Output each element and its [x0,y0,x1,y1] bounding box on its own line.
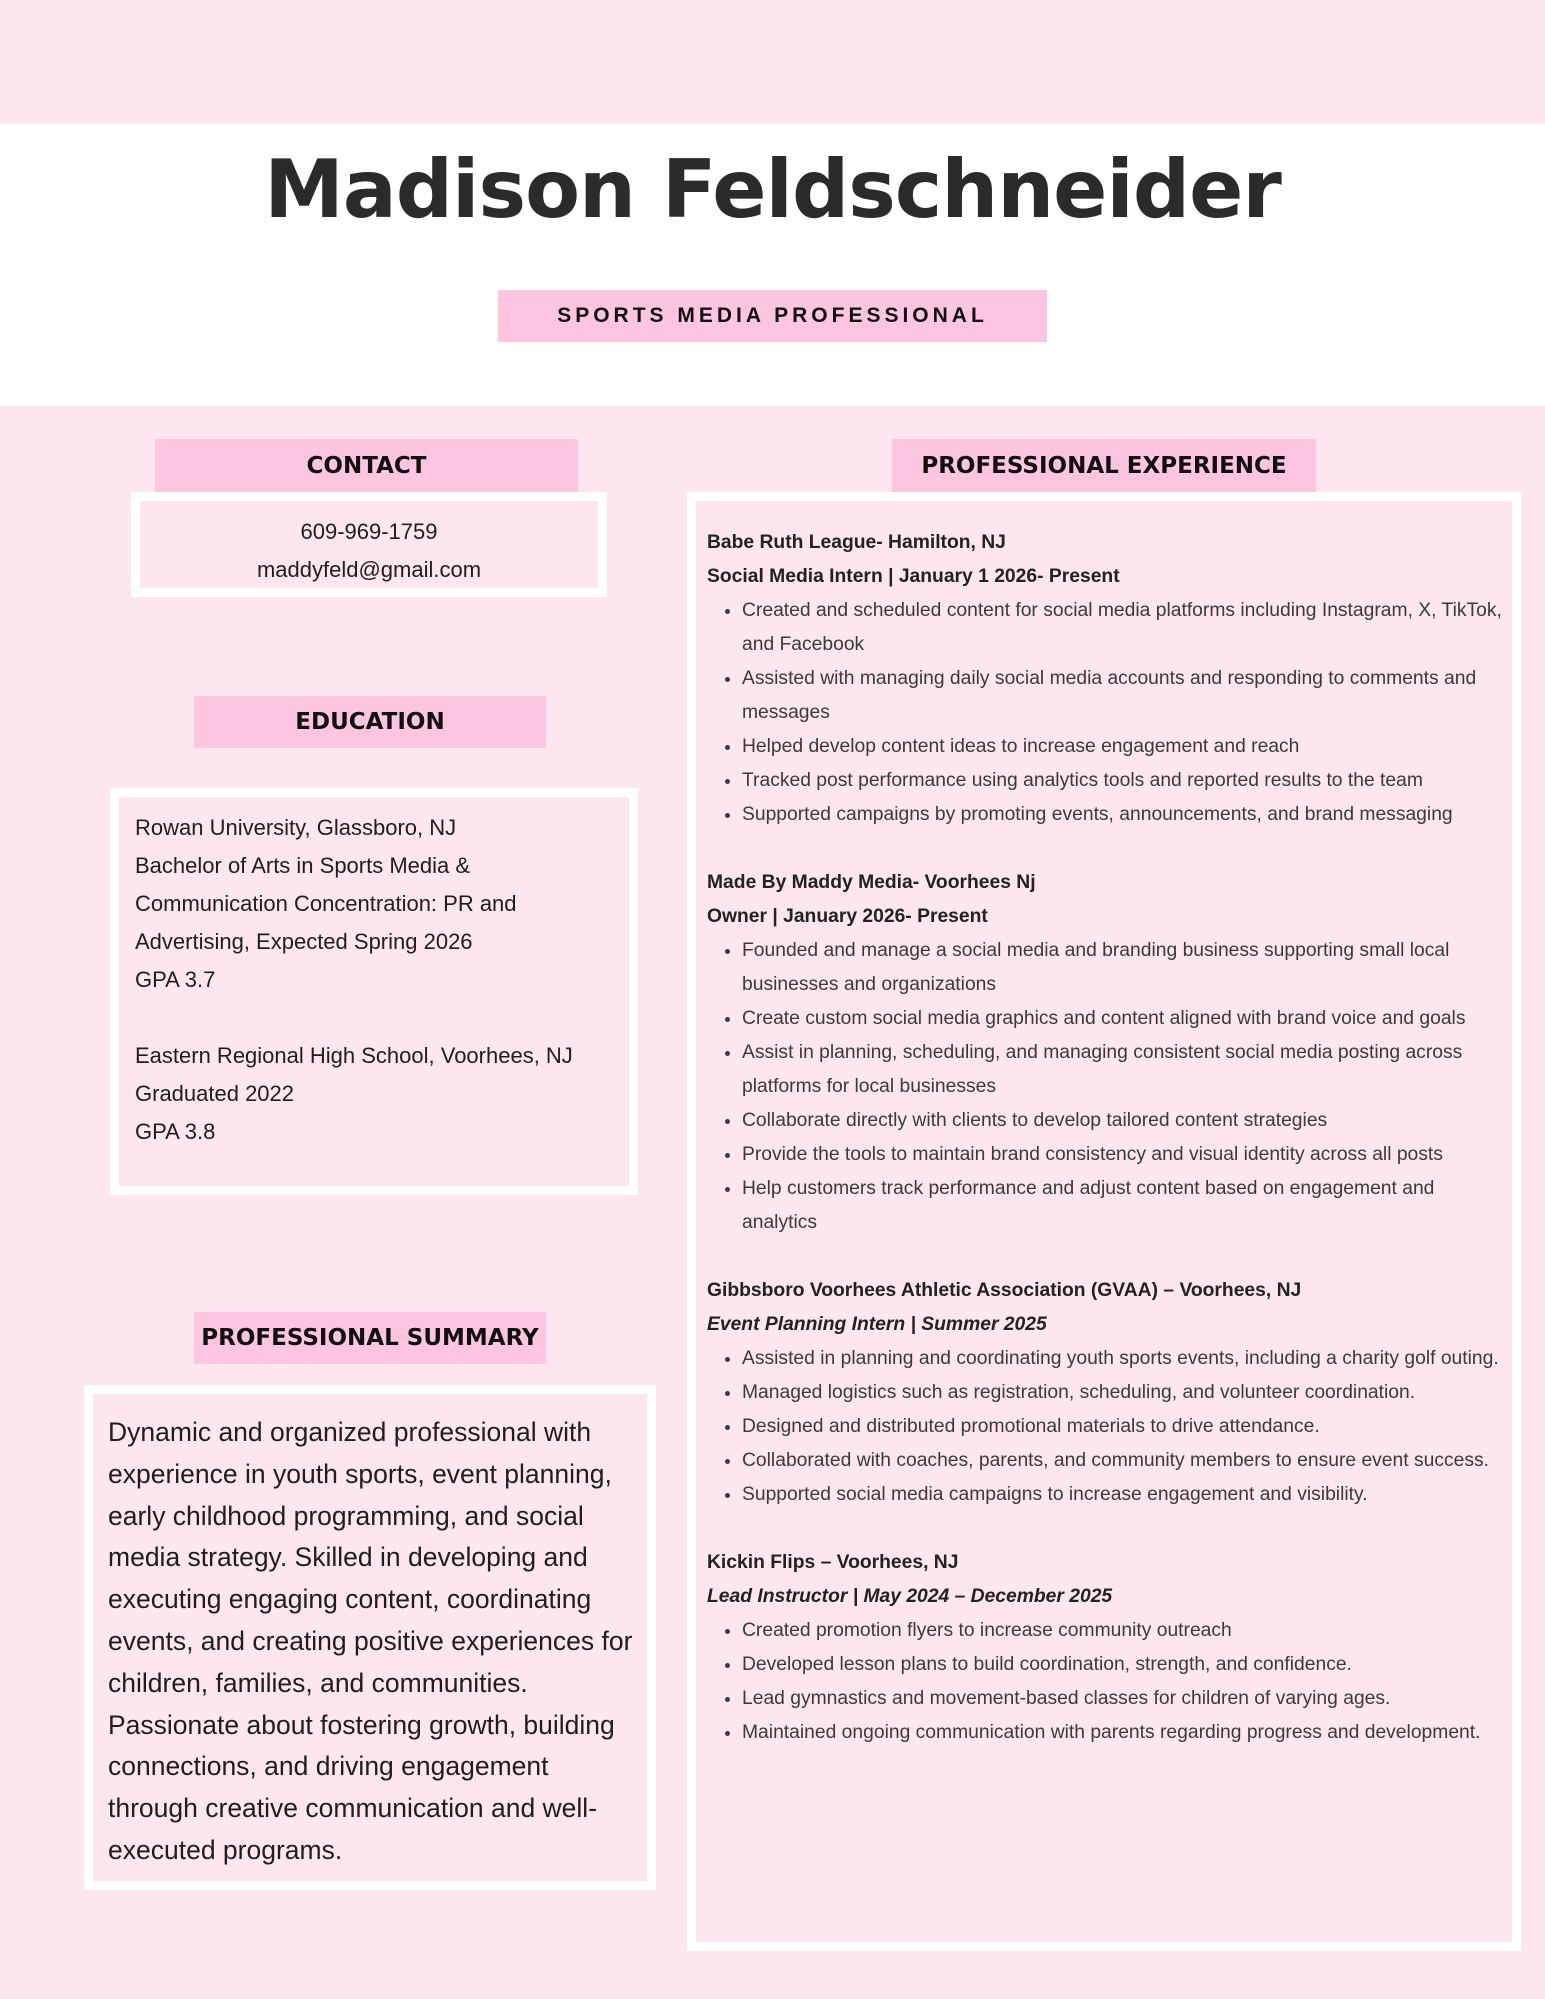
job-role: Social Media Intern | January 1 2026- Present [707,566,1120,587]
candidate-name: Madison Feldschneider [264,143,1281,236]
summary-text: Dynamic and organized professional with experience in youth sports, event planning, early childhood programming, and social media strategy. Skilled in developing and executing engaging content, coordinating events, and creating positive experiences for children, families, and communities. Passionate about fostering growth, building connections, and driving engagement through creative communication and well-executed programs. [108,1417,633,1865]
job-bullet: • Collaborate directly with clients to develop tailored content strategies [742,1104,1506,1138]
job-bullet: • Lead gymnastics and movement-based classes for children of varying ages. [742,1682,1506,1716]
job-org: Babe Ruth League- Hamilton, NJ [707,532,1006,553]
job-bullet: • Provide the tools to maintain brand consistency and visual identity across all posts [742,1138,1506,1172]
education-spacer [135,999,629,1037]
job-role: Event Planning Intern | Summer 2025 [707,1314,1047,1335]
job-bullets [707,1342,1506,1512]
job-bullet: • Tracked post performance using analytics tools and reported results to the team [742,764,1506,798]
education-heading: EDUCATION [194,696,546,748]
job-entry [707,526,1506,832]
job-bullet: • Maintained ongoing communication with parents regarding progress and development. [742,1716,1506,1750]
contact-phone: 609-969-1759 [300,519,438,544]
contact-email: maddyfeld@gmail.com [256,557,482,582]
job-bullet: • Collaborated with coaches, parents, and community members to ensure event success. [742,1444,1506,1478]
job-bullet: • Help customers track performance and adjust content based on engagement and analytics [742,1172,1506,1240]
job-bullets [707,594,1506,832]
education-line: Eastern Regional High School, Voorhees, NJ [135,1043,573,1068]
job-org: Gibbsboro Voorhees Athletic Association (GVAA) – Voorhees, NJ [707,1280,1302,1301]
job-bullet: • Developed lesson plans to build coordination, strength, and confidence. [742,1648,1506,1682]
job-entry [707,866,1506,1240]
job-entry [707,1274,1506,1512]
contact-box [131,492,607,597]
job-role: Owner | January 2026- Present [707,906,988,927]
experience-heading: PROFESSIONAL EXPERIENCE [892,439,1316,492]
education-box [110,788,638,1195]
job-bullet: • Assist in planning, scheduling, and managing consistent social media posting across platforms for local businesses [742,1036,1506,1104]
experience-box [687,492,1521,1951]
job-bullet: • Founded and manage a social media and branding business supporting small local businesses and organizations [742,934,1506,1002]
summary-box [84,1385,656,1890]
job-bullet: • Supported social media campaigns to increase engagement and visibility. [742,1478,1506,1512]
job-bullets [707,934,1506,1240]
job-bullet: • Created promotion flyers to increase community outreach [742,1614,1506,1648]
job-bullet: • Designed and distributed promotional materials to drive attendance. [742,1410,1506,1444]
education-line: Communication Concentration: PR and [135,891,517,916]
education-line: GPA 3.8 [135,1119,216,1144]
contact-heading: CONTACT [155,439,578,492]
job-bullet: • Created and scheduled content for social media platforms including Instagram, X, TikTok, and Facebook [742,594,1506,662]
job-bullet: • Create custom social media graphics and content aligned with brand voice and goals [742,1002,1506,1036]
title-badge: SPORTS MEDIA PROFESSIONAL [498,290,1047,342]
job-bullet: • Assisted with managing daily social media accounts and responding to comments and messages [742,662,1506,730]
job-org: Kickin Flips – Voorhees, NJ [707,1552,959,1573]
job-org: Made By Maddy Media- Voorhees Nj [707,872,1036,893]
education-line: Advertising, Expected Spring 2026 [135,929,473,954]
education-line: Rowan University, Glassboro, NJ [135,815,457,840]
job-bullet: • Helped develop content ideas to increase engagement and reach [742,730,1506,764]
job-bullet: • Managed logistics such as registration, scheduling, and volunteer coordination. [742,1376,1506,1410]
education-line: GPA 3.7 [135,967,216,992]
job-bullet: • Assisted in planning and coordinating youth sports events, including a charity golf outing. [742,1342,1506,1376]
job-bullets [707,1614,1506,1750]
job-bullet: • Supported campaigns by promoting events, announcements, and brand messaging [742,798,1506,832]
job-role: Lead Instructor | May 2024 – December 2025 [707,1586,1113,1607]
summary-heading: PROFESSIONAL SUMMARY [194,1312,546,1364]
education-line: Graduated 2022 [135,1081,295,1106]
job-entry [707,1546,1506,1750]
top-band [0,0,1545,124]
education-line: Bachelor of Arts in Sports Media & [135,853,471,878]
